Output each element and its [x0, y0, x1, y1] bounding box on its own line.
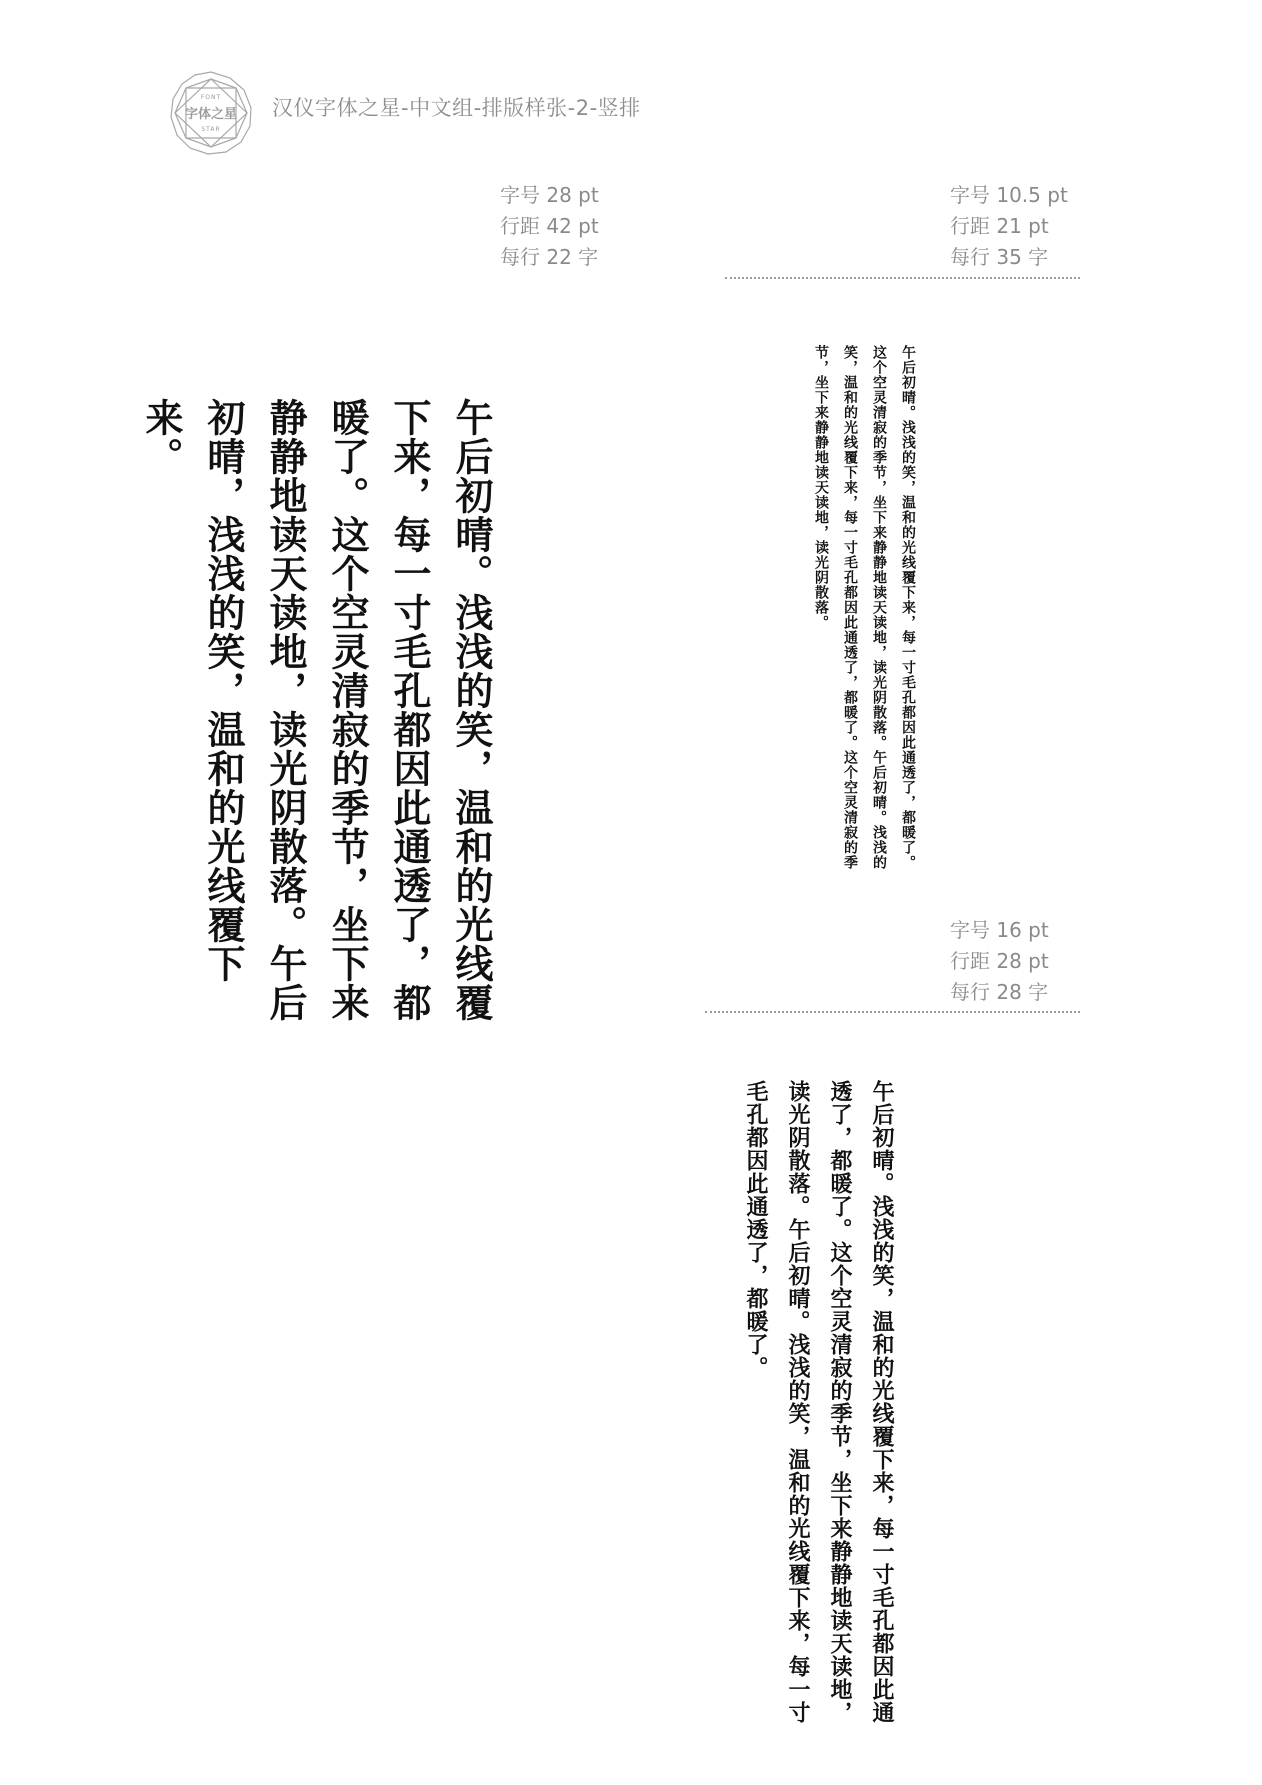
logo-main-text: 字体之星	[184, 107, 238, 122]
dotted-divider	[725, 277, 1080, 279]
sample-medium-specs	[950, 915, 1049, 1008]
logo-bottom-text: STAR	[201, 126, 221, 133]
body-paragraph: 午后初晴。浅浅的笑，温和的光线覆下来，每一寸毛孔都因此通透了，都暖了。这个空灵清寂的季节，坐下来静静地读天读地，读光阴散落。午后初晴。浅浅的笑，温和的光线覆下来，每一寸毛孔都因此通透了，都暖了。	[743, 1080, 894, 1724]
font-size-spec: 字号 16 pt	[950, 918, 1049, 942]
line-spacing-spec: 行距 42 pt	[500, 214, 599, 238]
font-size-spec: 字号 28 pt	[500, 183, 599, 207]
line-spacing-spec: 行距 21 pt	[950, 214, 1049, 238]
chars-per-line-spec: 每行 35 字	[950, 245, 1049, 269]
line-spacing-spec: 行距 28 pt	[950, 949, 1049, 973]
sample-small-specs	[950, 180, 1068, 273]
sample-small-vertical-text	[806, 315, 922, 880]
sample-large-specs	[500, 180, 599, 273]
chars-per-line-spec: 每行 28 字	[950, 980, 1049, 1004]
font-star-logo	[168, 70, 254, 156]
dotted-divider	[705, 1011, 1080, 1013]
logo-top-text: FONT	[200, 94, 222, 101]
logo-emblem-icon	[168, 70, 254, 156]
font-size-spec: 字号 10.5 pt	[950, 183, 1068, 207]
sample-large-vertical-text	[130, 322, 502, 1042]
body-paragraph: 午后初晴。浅浅的笑，温和的光线覆下来，每一寸毛孔都因此通透了，都暖了。这个空灵清寂的季节，坐下来静静地读天读地，读光阴散落。午后初晴，浅浅的笑，温和的光线覆下来。	[139, 398, 493, 1022]
body-paragraph: 午后初晴。浅浅的笑，温和的光线覆下来，每一寸毛孔都因此通透了，都暖了。这个空灵清寂的季节，坐下来静静地读天读地，读光阴散落。午后初晴。浅浅的笑，温和的光线覆下来，每一寸毛孔都因此通透了，都暖了。这个空灵清寂的季节，坐下来静静地读天读地，读光阴散落。	[813, 345, 916, 870]
chars-per-line-spec: 每行 22 字	[500, 245, 599, 269]
document-title: 汉仪字体之星-中文组-排版样张-2-竖排	[272, 96, 641, 120]
sample-medium-vertical-text	[734, 1035, 902, 1745]
